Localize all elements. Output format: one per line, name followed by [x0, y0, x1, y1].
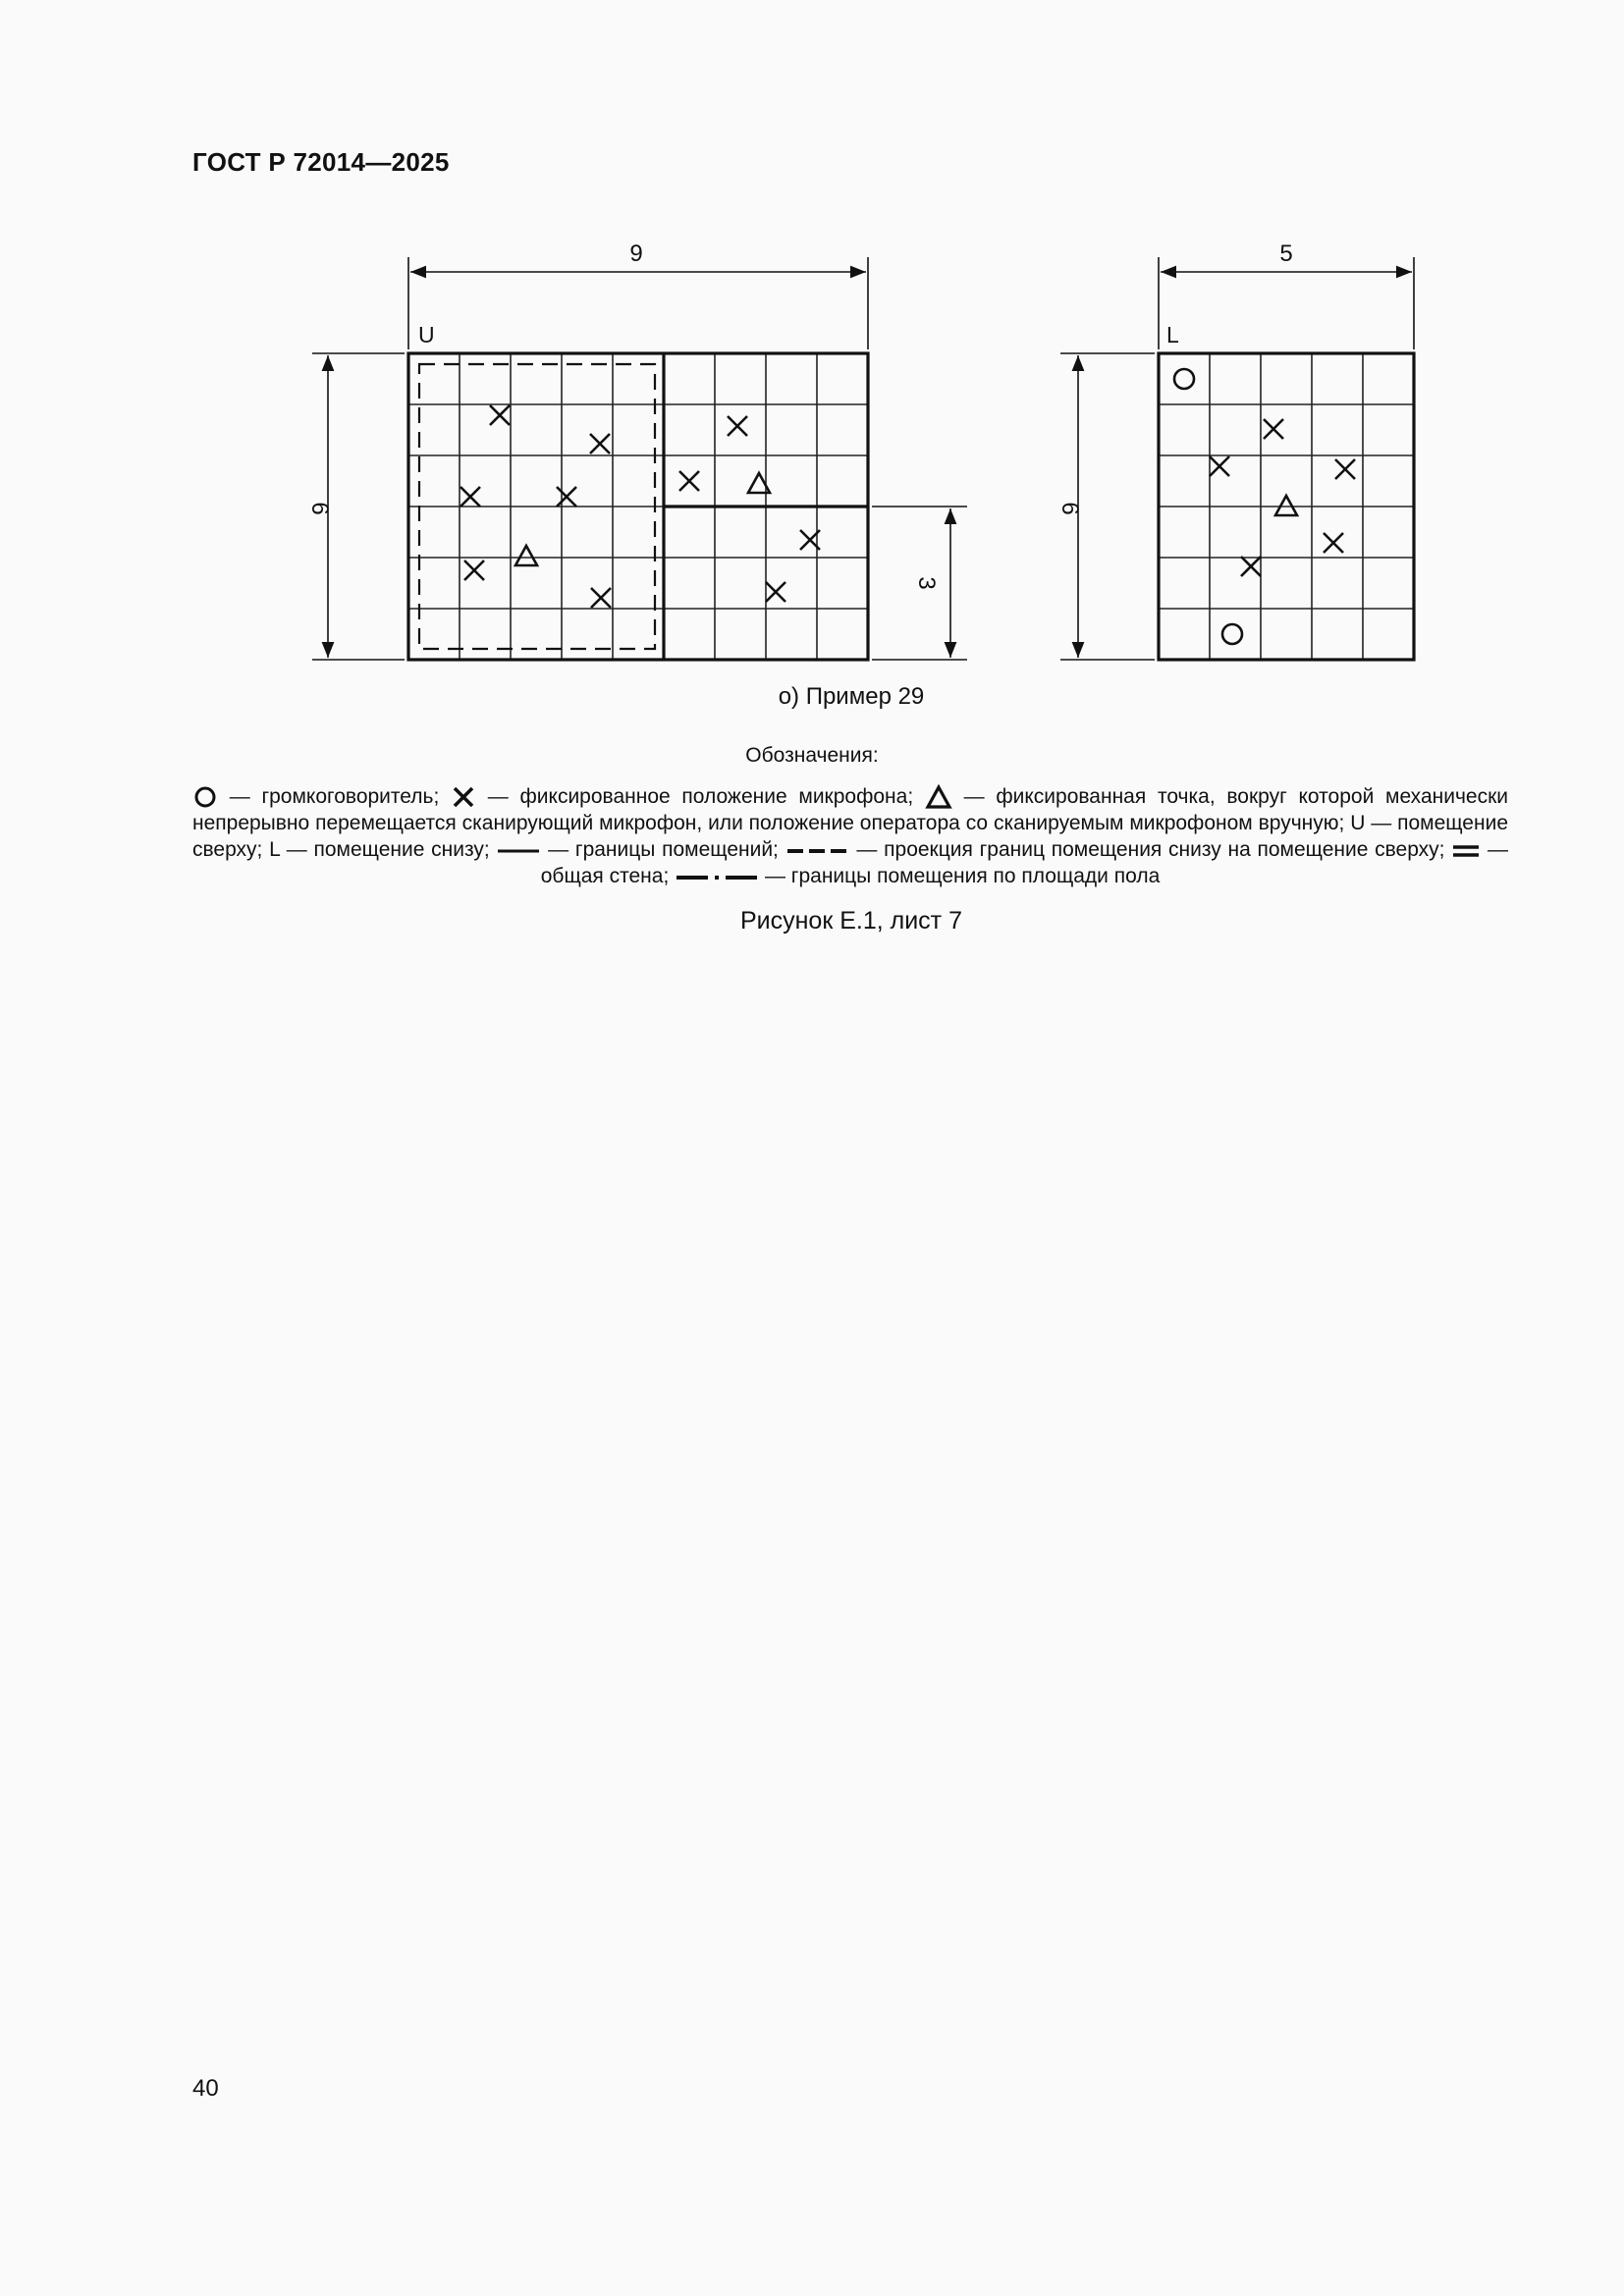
legend-boundaries: — границы помещений; [548, 838, 779, 862]
legend-upper-lower: U — помещение сверху; L — помещение снизу; [192, 812, 1508, 862]
legend-common-wall: — общая стена; [540, 838, 1509, 888]
fixed-mic-icon [557, 487, 576, 507]
fixed-point-icon [1275, 496, 1297, 515]
dim-height-mid: 3 [913, 576, 940, 590]
dim-height-left: 6 [306, 502, 333, 515]
upper-room-label: U [418, 322, 435, 347]
fixed-mic-icon [464, 561, 484, 580]
legend-fixed-point: — фиксированная точка, вокруг которой механически непрерывно перемещается сканирующий микрофон, или положение оператора со сканируемым микрофоном вручную; [192, 785, 1508, 835]
dim-height-right: 6 [1056, 502, 1083, 515]
fixed-mic-icon [1241, 557, 1261, 576]
legend-floor-boundaries: — границы помещения по площади пола [764, 865, 1161, 888]
legend [192, 783, 1508, 889]
fixed-mic-icon [591, 588, 611, 608]
page-number: 40 [192, 2075, 219, 2102]
double-line-icon [1451, 843, 1481, 859]
document-header: ГОСТ Р 72014—2025 [192, 147, 450, 177]
right-mic-marks [1210, 419, 1355, 576]
dash-dot-line-icon [675, 872, 759, 883]
loudspeaker-icon [1222, 624, 1242, 644]
loudspeaker-icon [192, 785, 218, 809]
lower-room-label: L [1166, 322, 1179, 347]
fixed-mic-icon [451, 785, 476, 809]
legend-title: Обозначения: [745, 744, 879, 767]
right-grid [1159, 353, 1414, 660]
fixed-point-icon [925, 784, 952, 810]
legend-loudspeaker: — громкоговоритель; [229, 785, 440, 808]
fixed-mic-icon [590, 434, 610, 454]
legend-projection: — проекция границ помещения снизу на помещение сверху; [856, 838, 1445, 862]
fixed-mic-icon [766, 582, 785, 602]
legend-fixed-mic: — фиксированное положение микрофона; [487, 785, 914, 808]
fixed-mic-icon [1210, 456, 1229, 476]
dashed-line-icon [785, 845, 850, 857]
fixed-point-icon [515, 546, 537, 565]
fixed-mic-icon [490, 405, 510, 425]
fixed-mic-icon [728, 416, 747, 436]
dim-width-left: 9 [629, 240, 643, 267]
fixed-mic-icon [1335, 459, 1355, 479]
fixed-mic-icon [1264, 419, 1283, 439]
figure-title: Рисунок Е.1, лист 7 [739, 907, 962, 934]
room-diagram [0, 0, 1624, 687]
solid-line-icon [496, 845, 541, 857]
sub-caption: о) Пример 29 [778, 683, 925, 710]
right-dimensions [1060, 257, 1414, 660]
fixed-mic-icon [1324, 533, 1343, 553]
fixed-mic-icon [460, 487, 480, 507]
left-point-marks [515, 473, 770, 565]
loudspeaker-icon [1174, 369, 1194, 389]
dim-width-right: 5 [1279, 240, 1293, 267]
fixed-mic-icon [679, 471, 699, 491]
